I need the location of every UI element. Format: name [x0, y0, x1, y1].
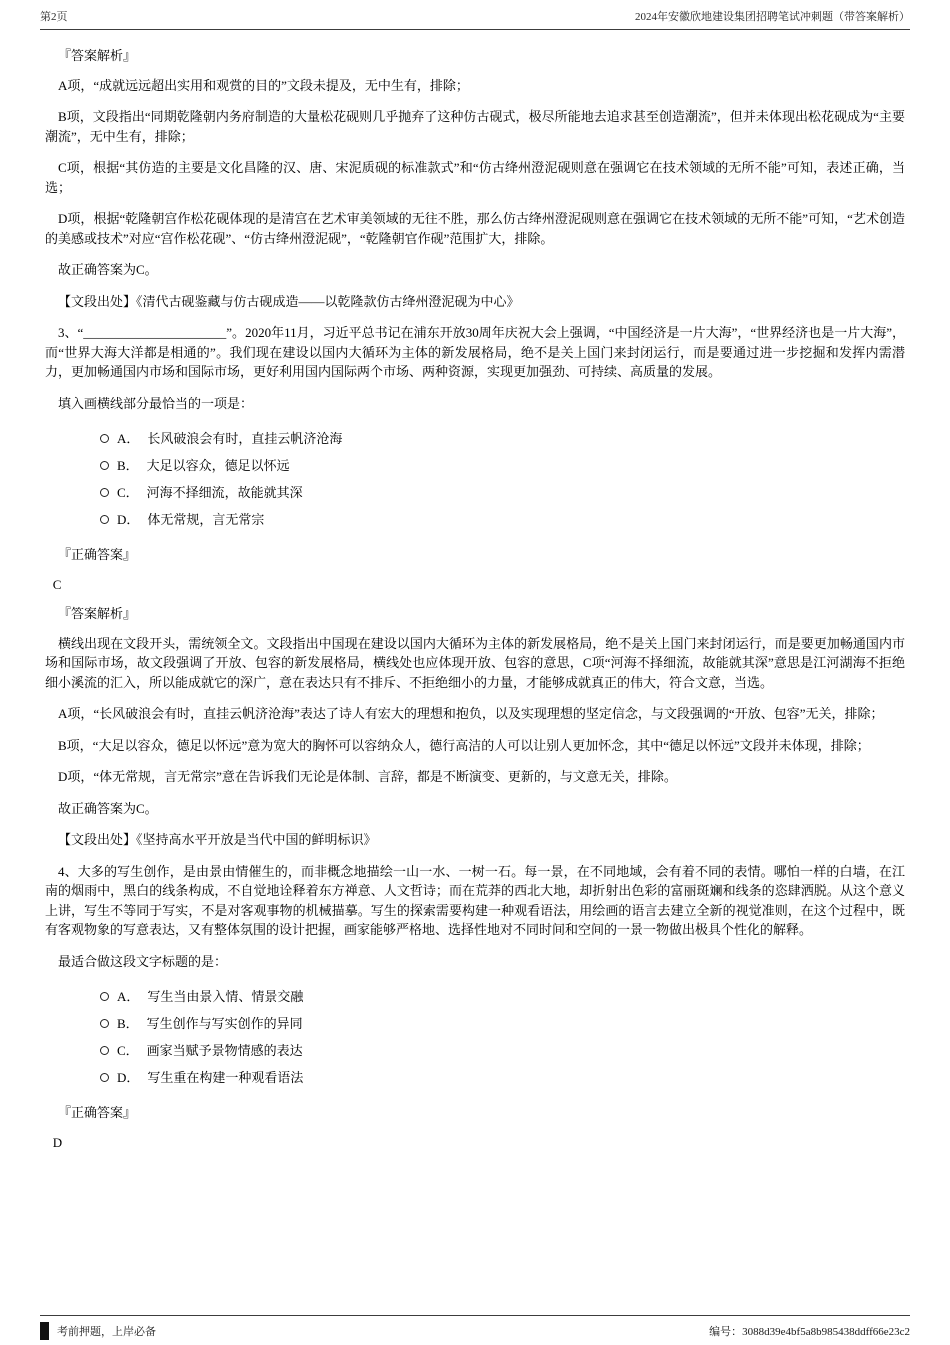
option-text: 大足以容众，德足以怀远: [146, 457, 290, 473]
option-c[interactable]: [100, 479, 905, 506]
radio-icon[interactable]: [100, 1046, 109, 1055]
option-text: 写生创作与写实创作的异同: [146, 1015, 303, 1031]
option-b[interactable]: [100, 452, 905, 479]
option-letter: B．: [117, 457, 139, 473]
answer-letter: D: [52, 1134, 63, 1150]
option-letter: C．: [117, 1042, 139, 1058]
paragraph: D项，根据“乾隆朝宫作松花砚体现的是清宫在艺术审美领域的无往不胜，那么仿古绛州澄泥砚则意在强调它在技术领域的无所不能”可知，“艺术创造的美感或技术”对应“宫作松花砚”、“仿古绛州澄泥砚”，“乾隆朝官作砚”范围扩大，排除。: [45, 211, 905, 246]
paragraph: 【文段出处】《清代古砚鉴藏与仿古砚成造——以乾隆款仿古绛州澄泥砚为中心》: [58, 293, 520, 309]
page-header: [40, 0, 910, 30]
section-heading: 『正确答案』: [58, 1105, 137, 1120]
paragraph: 4、大多的写生创作，是由景由情催生的，而非概念地描绘一山一水、一树一石。每一景，在不同地域，会有着不同的表情。哪怕一样的白墙，在江南的烟雨中，黑白的线条构成，不自觉地诠释着东方禅意、人文哲诗；而在荒莽的西北大地，却折射出色彩的富丽斑斓和线条的恣肆洒脱。从这个意义上讲，写生不等同于写实，不是对客观事物的机械描摹。写生的探索需要构建一种观看语法，用绘画的语言去建立全新的视觉准则，在这个过程中，既有客观物象的写意表达，又有整体氛围的设计把握，画家能够严格地、选择性地对不同时间和空间的一景一物做出极具个性化的解释。: [45, 863, 905, 937]
radio-icon[interactable]: [100, 434, 109, 443]
paragraph: 【文段出处】《坚持高水平开放是当代中国的鲜明标识》: [58, 832, 377, 847]
answer-letter: C: [52, 576, 62, 592]
footer-slogan: 考前押题，上岸必备: [57, 1325, 156, 1338]
option-letter: A．: [117, 430, 140, 446]
option-c[interactable]: [100, 1037, 905, 1064]
section-heading: 『正确答案』: [58, 547, 137, 562]
paragraph: 故正确答案为C。: [58, 262, 158, 277]
document-code: [709, 1323, 910, 1339]
document-body: [45, 46, 905, 1309]
paragraph: A项，“成就远远超出实用和观赏的目的”文段未提及，无中生有，排除；: [58, 77, 469, 93]
option-d[interactable]: [100, 506, 905, 533]
paragraph: 填入画横线部分最恰当的一项是：: [58, 395, 254, 411]
document-title: 2024年安徽欣地建设集团招聘笔试冲刺题（带答案解析）: [635, 11, 910, 23]
option-text: 河海不择细流，故能就其深: [146, 484, 303, 500]
page-number: 第2页: [40, 11, 68, 23]
option-d[interactable]: [100, 1064, 905, 1091]
paragraph: B项，“大足以容众，德足以怀远”意为宽大的胸怀可以容纳众人，德行高洁的人可以让别人更加怀念，其中“德足以怀远”文段并未体现，排除；: [58, 737, 870, 753]
paragraph: 最适合做这段文字标题的是：: [58, 953, 228, 969]
option-letter: C．: [117, 484, 139, 500]
page-footer: [40, 1315, 910, 1345]
paragraph: A项，“长风破浪会有时，直挂云帆济沧海”表达了诗人有宏大的理想和抱负，以及实现理想的坚定信念，与文段强调的“开放、包容”无关，排除；: [58, 706, 884, 721]
document-code-value: 3088d39e4bf5a8b985438ddff66e23c2: [742, 1325, 910, 1338]
footer-marker-icon: [40, 1322, 49, 1340]
footer-left: [40, 1322, 156, 1340]
paragraph: C项，根据“其仿造的主要是文化昌隆的汉、唐、宋泥质砚的标准款式”和“仿古绛州澄泥砚则意在强调它在技术领域的无所不能”可知，表述正确，当选；: [45, 160, 905, 195]
radio-icon[interactable]: [100, 992, 109, 1001]
option-b[interactable]: [100, 1010, 905, 1037]
option-letter: B．: [117, 1015, 139, 1031]
radio-icon[interactable]: [100, 1073, 109, 1082]
section-heading: 『答案解析』: [58, 48, 137, 63]
option-letter: A．: [117, 988, 140, 1004]
radio-icon[interactable]: [100, 1019, 109, 1028]
option-text: 画家当赋予景物情感的表达: [146, 1042, 303, 1058]
options-group: [45, 425, 905, 533]
option-text: 写生当由景入情、情景交融: [147, 988, 304, 1004]
radio-icon[interactable]: [100, 461, 109, 470]
option-text: 体无常规，言无常宗: [147, 511, 265, 527]
option-text: 写生重在构建一种观看语法: [147, 1069, 304, 1085]
paragraph: 故正确答案为C。: [58, 800, 158, 816]
document-code-label: 编号：: [709, 1325, 743, 1338]
option-letter: D．: [117, 511, 140, 527]
option-a[interactable]: [100, 983, 905, 1010]
options-group: [45, 983, 905, 1091]
radio-icon[interactable]: [100, 488, 109, 497]
paragraph: 3、“______________________”。2020年11月，习近平总书记在浦东开放30周年庆祝大会上强调，“中国经济是一片大海”，“世界经济也是一片大海”，而“世界大海大洋都是相通的”。我们现在建设以国内大循环为主体的新发展格局，绝不是关上国门来封闭运行，而是要通过进一步挖掘和发挥内需潜力，更加畅通国内市场和国际市场，更好利用国内国际两个市场、两种资源，实现更加强劲、可持续、高质量的发展。: [45, 325, 905, 379]
paragraph: D项，“体无常规，言无常宗”意在告诉我们无论是体制、言辞，都是不断演变、更新的，与文意无关，排除。: [58, 769, 677, 784]
option-a[interactable]: [100, 425, 905, 452]
option-text: 长风破浪会有时，直挂云帆济沧海: [147, 430, 343, 446]
option-letter: D．: [117, 1069, 140, 1085]
radio-icon[interactable]: [100, 515, 109, 524]
paragraph: B项，文段指出“同期乾隆朝内务府制造的大量松花砚则几乎抛弃了这种仿古砚式，极尽所能地去追求甚至创造潮流”，但并未体现出松花砚成为“主要潮流”，无中生有，排除；: [45, 109, 905, 144]
paragraph: 横线出现在文段开头，需统领全文。文段指出中国现在建设以国内大循环为主体的新发展格局，绝不是关上国门来封闭运行，而是要更加畅通国内市场和国际市场，故文段强调了开放、包容的新发展格局，横线处也应体现开放、包容的意思，C项“河海不择细流，故能就其深”意思是江河湖海不拒绝细小溪流的汇入，所以能成就它的深广，意在表达只有不排斥、不拒绝细小的力量，才能够成就真正的伟大，符合文意，当选。: [45, 635, 905, 690]
section-heading: 『答案解析』: [58, 606, 137, 621]
